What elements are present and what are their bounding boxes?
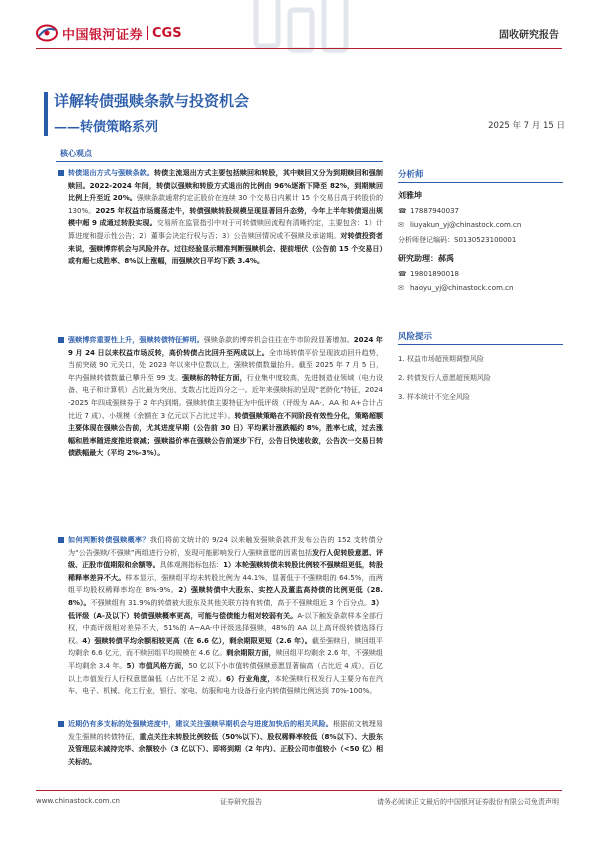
phone-icon: ☎: [398, 270, 407, 278]
analyst-phone: 17887940037: [410, 207, 459, 215]
body-text: 赎回组平均剩余 2.6 年，不强赎组平均剩余 3.4 年。: [68, 648, 383, 670]
footer-divider: [36, 790, 562, 791]
body-text: 行业集中度较高，先进制造业领域（电力设备、电子和计算机）占比最为突出，支数占比近四分之一。近年来强赎标的呈现“老龄化”特征，2024-2025 年四成强赎券于 2 年内到期。强赎转债主要特征为中低评级（评级为 AA-、AA 和 A+合计占比近 7 成）、小规模（余额在 3 亿元以下占比过半）。: [68, 372, 383, 420]
email-icon: ✉: [398, 221, 404, 229]
paragraph-lead: 强赎博弈重要性上升，强赎转债特征鲜明。: [68, 335, 204, 344]
core-paragraph-redemption-probability: [56, 534, 383, 698]
body-text: 强赎条款通常约定正股价在连续 30 个交易日内累计 15 个交易日高于转股价的 130%。: [68, 193, 383, 215]
key-point: 发行人促转股意愿、评级、正股市值期限和余额等。: [68, 547, 383, 570]
header-divider: [36, 48, 562, 49]
analyst-cert-row: [398, 235, 516, 245]
core-views-heading: 核心观点: [60, 149, 92, 158]
key-point: 6）行业角度，: [225, 673, 275, 683]
body-text: 截至强赎日，赎回组平均剩余 6.6 亿元，而不赎回组平均规模在 4.6 亿。: [68, 635, 383, 658]
logo-text-cn: 中国银河证券: [62, 27, 144, 43]
bullet-square-icon: [58, 170, 64, 176]
logo-mark-icon: [36, 24, 58, 42]
assistant-row: [398, 253, 454, 264]
logo-text-en: CGS: [152, 25, 182, 41]
risk-item: 2. 转债发行人意愿超预期风险: [398, 374, 491, 382]
key-point: 1）本轮强赎转债未转股比例较不强赎组更低，转股稀释率差异不大。: [68, 560, 383, 582]
analyst-email[interactable]: liuyakun_yj@chinastock.com.cn: [410, 221, 522, 229]
assistant-name: 郝禹: [438, 254, 454, 263]
body-text: 全市场转债平价呈现波动回升趋势，当前突破 90 元关口，处 2023 年以来中位数以上，强赎转债数量抬升。截至 2025 年 7 月 5 日，年内强赎转债数量已攀升至 99 支。: [68, 347, 383, 382]
risk-item: 1. 权益市场超预期调整风险: [398, 355, 484, 363]
body-text: 50 亿以下小市值转债强赎意愿显著偏高（占比近 4 成），百亿以上市值发行人行权意愿偏低（占比不足 2 成）。: [68, 660, 384, 683]
key-point: 2024 年 9 月 24 日以来权益市场反转，高价转债占比回升至两成以上。: [68, 335, 383, 357]
phone-icon: ☎: [398, 207, 407, 215]
bullet-square-icon: [58, 337, 64, 343]
key-point: 转债主流退出方式主要包括赎回和转股，其中赎回又分为到期赎回和强制赎回。2022-2024 年间，转债以强赎和转股方式退出的比例由 96%逐渐下降至 82%，到期赎回比例上升至近 20%。: [68, 168, 383, 203]
body-text: 本轮强赎行权发行人主要分布在汽车、电子、机械、化工行业，银行、家电、纺服和电力设备行业内转债强赎比例达到 70%-100%。: [68, 673, 383, 696]
body-text: 交易所在监管指引中对于可转债赎回流程有清晰约定，主要包含：1）计算进度和提示性公告；2）董事会决定行权与否；3）公告赎回情况或不强赎及承诺期。: [68, 218, 383, 240]
key-point: 5）市值风格方面，: [126, 660, 189, 670]
key-point: 3）低评级（A-及以下）转债强赎概率更高，可能与偿债能力相对较弱有关。: [68, 597, 384, 620]
risk-item: 3. 样本统计不完全风险: [398, 393, 470, 401]
company-logo: [36, 22, 196, 44]
core-paragraph-redemption-features: [56, 334, 383, 460]
risk-heading: 风险提示: [398, 332, 433, 342]
report-subtitle: ——转债策略系列: [54, 120, 159, 135]
core-paragraph-exit-and-clause: [56, 167, 383, 268]
email-icon: ✉: [398, 284, 404, 292]
core-paragraph-recommendation: [56, 718, 383, 768]
paragraph-lead: 近期仍有多支标的处强赎进度中，建议关注强赎早期机会与进度加快后的相关风险。: [68, 719, 333, 728]
analyst-divider: [398, 182, 563, 183]
analyst-cert-number: S0130523100001: [454, 236, 517, 244]
report-title: 详解转债强赎条款与投资机会: [54, 92, 250, 110]
paragraph-lead: 如何判断转债强赎概率？: [68, 535, 150, 544]
risk-divider: [398, 344, 563, 345]
footer-website-link[interactable]: www.chinastock.com.cn: [36, 797, 120, 805]
body-text: 样本显示，强赎组平均未转股比例为 44.1%，显著低于不强赎组的 64.5%，而两组平均股权稀释率均在 8%-9%。: [68, 572, 383, 595]
key-point: 对转债投资者来说，强赎博弈机会与风险并存。过往经验显示精准判断强赎机会、提前埋伏（公告前 15 个交易日）或有超七成胜率、8%以上涨幅，而强赎次日平均下跌 3.4%。: [68, 230, 383, 266]
assistant-phone-row: [398, 270, 459, 278]
analyst-email-row: [398, 221, 521, 229]
assistant-phone: 19801890018: [410, 270, 459, 278]
body-text: 强赎条款的博弈机会往往在牛市阶段显著增加。: [203, 335, 354, 344]
analyst-name: 刘雅坤: [398, 191, 422, 200]
key-point: 剩余期限方面，: [226, 648, 276, 658]
key-point: 转债强赎策略在不同阶段有效性分化，策略超额主要体现在强赎公告前，尤其进度早期（公告前 30 日）平均累计涨跌幅约 8%，胜率七成，过去涨幅和胜率随进度推进衰减；强赎溢价率在强赎公告前逐步下行，公告日快速收敛，公告次一交易日转债跌幅最大（平均 2%-3%）。: [68, 410, 383, 458]
header-decoration-icon: [250, 0, 360, 62]
assistant-label: 研究助理：: [398, 254, 438, 263]
bullet-square-icon: [58, 721, 64, 727]
body-text: 具体观测指标包括：: [159, 560, 224, 570]
title-accent-bar: [44, 92, 48, 136]
key-point: 强赎标的特征方面，: [182, 372, 247, 382]
cert-label: 分析师登记编码：: [398, 236, 454, 244]
analyst-phone-row: [398, 207, 459, 215]
core-views-divider: [56, 161, 383, 162]
paragraph-lead: 转债退出方式与强赎条款。: [68, 168, 154, 177]
body-text: 不强赎组有 31.9%的转债被大股东及其他关联方持有转债，高于不强赎组近 3 个百分点。: [90, 597, 372, 607]
assistant-email-row: [398, 284, 513, 292]
key-point: 2025 年权益市场震荡走牛，转债强赎转股规模呈现显著回升态势，今年上半年转债退出规模中超 9 成通过转股实现。: [68, 205, 383, 228]
body-text: 我们将前文统计的 9/24 以来触发强赎条款并发布公告的 152 支转债分为“公告强赎/不强赎”两组进行分析，发现可能影响发行人强赎意愿的因素包括: [68, 535, 383, 557]
document-type: 固收研究报告: [499, 30, 559, 41]
footer-report-type: 证券研究报告: [220, 798, 262, 806]
report-date: 2025 年 7 月 15 日: [488, 121, 565, 131]
key-point: 4）强赎转债平均余额相较更高（在 6.6 亿），剩余期限更短（2.6 年）。: [82, 635, 312, 645]
footer-disclaimer: 请务必阅读正文最后的中国银河证券股份有限公司免责声明: [377, 798, 559, 806]
assistant-email[interactable]: haoyu_yj@chinastock.com.cn: [410, 284, 514, 292]
bullet-square-icon: [58, 537, 64, 543]
analyst-heading: 分析师: [398, 170, 424, 180]
key-point: 重点关注未转股比例较低（50%以下）、股权稀释率较低（8%以下）、大股东及管理层未减持完毕、余额较小（3 亿以下）、即将到期（2 年内）、正股公司市值较小（<50 亿）相关标的。: [68, 731, 383, 766]
body-text: A-以下触发条款样本全部行权，中高评级相对差异不大，51%的 A~AA-中评级选择强赎，48%的 AA 以上高评级转债选择行权。: [68, 610, 383, 645]
body-text: 根据前文梳理易发生强赎的转债特征，: [68, 719, 383, 741]
key-point: 2）强赎转债中大股东、实控人及董监高持债的比例更低（28.8%）。: [68, 585, 383, 607]
logo-divider: [147, 26, 148, 40]
